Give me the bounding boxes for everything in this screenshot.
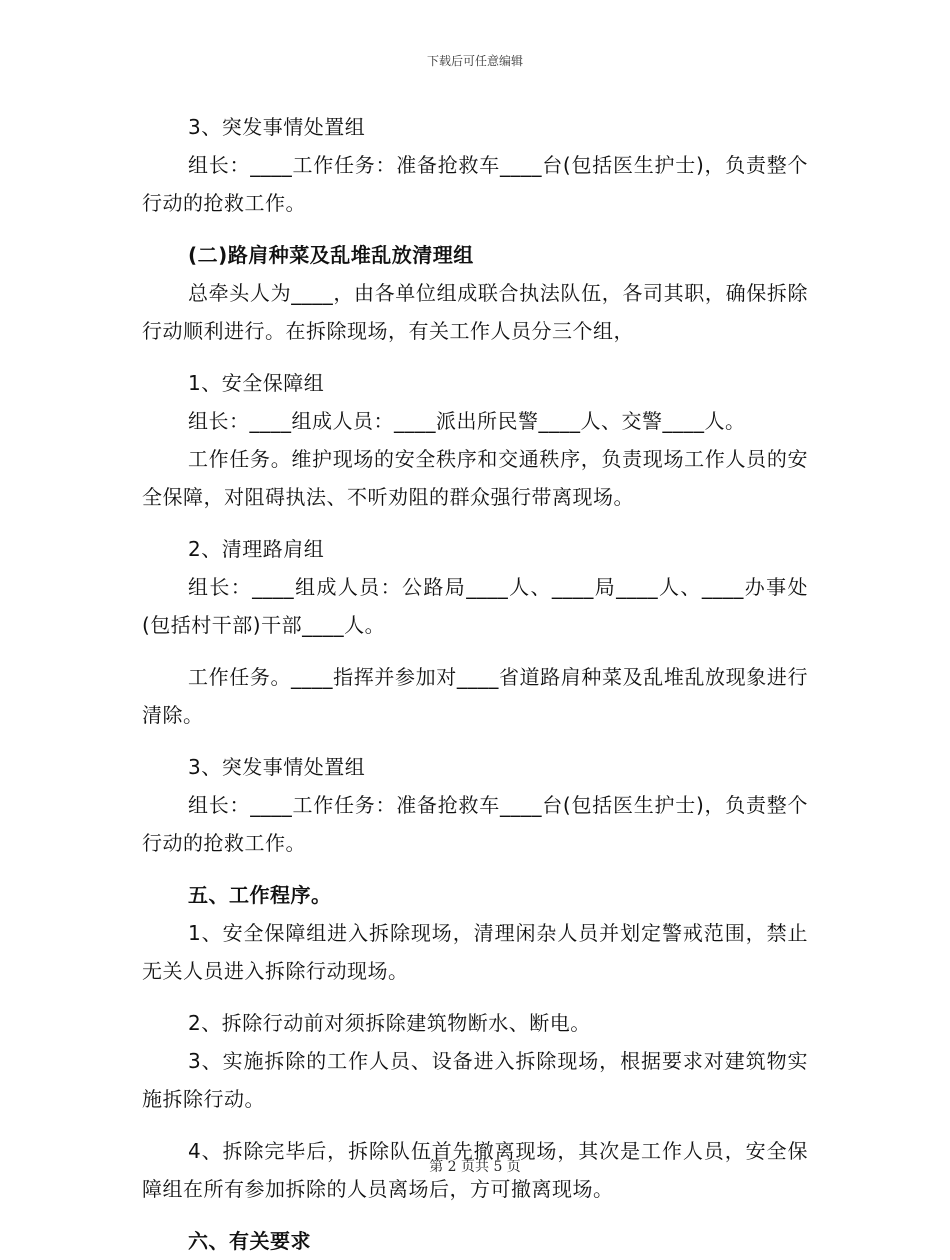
paragraph: 组长：____组成人员：公路局____人、____局____人、____办事处(包括村干部)干部____人。	[142, 575, 808, 637]
section-heading: 六、有关要求	[188, 1229, 311, 1253]
paragraph: 工作任务。____指挥并参加对____省道路肩种菜及乱堆乱放现象进行清除。	[142, 665, 808, 727]
paragraph: 3、突发事情处置组	[188, 755, 366, 779]
section-heading: (二)路肩种菜及乱堆乱放清理组	[188, 243, 474, 267]
paragraph: 4、拆除完毕后，拆除队伍首先撤离现场，其次是工作人员，安全保障组在所有参加拆除的人员离场后，方可撤离现场。	[142, 1139, 808, 1201]
paragraph: 总牵头人为____，由各单位组成联合执法队伍，各司其职，确保拆除行动顺利进行。在拆除现场，有关工作人员分三个组，	[142, 281, 808, 343]
paragraph: 组长：____工作任务：准备抢救车____台(包括医生护士)，负责整个行动的抢救工作。	[142, 793, 808, 855]
paragraph: 1、安全保障组进入拆除现场，清理闲杂人员并划定警戒范围，禁止无关人员进入拆除行动现场。	[142, 921, 808, 983]
page-footer: 第 2 页共 5 页	[429, 1159, 521, 1175]
paragraph: 2、清理路肩组	[188, 537, 325, 561]
paragraph: 3、突发事情处置组	[188, 115, 366, 139]
paragraph: 工作任务。维护现场的安全秩序和交通秩序，负责现场工作人员的安全保障，对阻碍执法、不听劝阻的群众强行带离现场。	[142, 447, 808, 509]
paragraph: 组长：____工作任务：准备抢救车____台(包括医生护士)，负责整个行动的抢救工作。	[142, 153, 808, 215]
section-heading: 五、工作程序。	[188, 883, 332, 907]
paragraph: 3、实施拆除的工作人员、设备进入拆除现场，根据要求对建筑物实施拆除行动。	[142, 1049, 808, 1111]
page-header: 下载后可任意编辑	[426, 54, 523, 68]
document-body	[142, 108, 808, 1260]
paragraph: 1、安全保障组	[188, 371, 325, 395]
paragraph: 组长：____组成人员：____派出所民警____人、交警____人。	[188, 409, 746, 433]
paragraph: 2、拆除行动前对须拆除建筑物断水、断电。	[188, 1011, 591, 1035]
